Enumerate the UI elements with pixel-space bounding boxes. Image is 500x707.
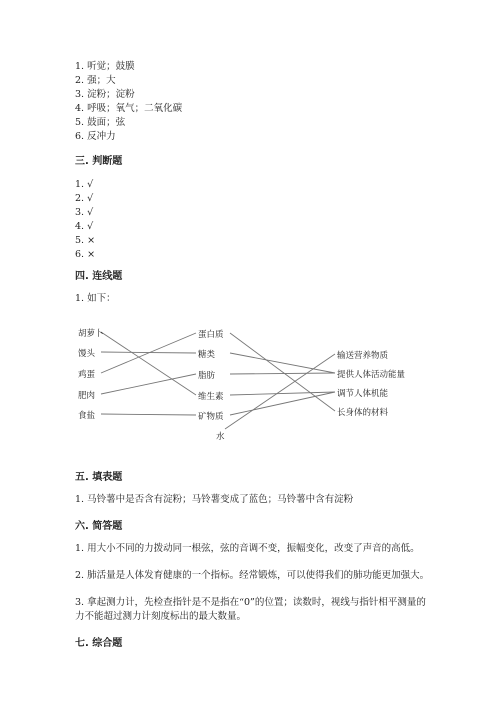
right-item: 调节人体机能 — [337, 389, 389, 399]
short-answer-3: 3. 拿起测力计，先检查指针是不是指在“0”的位置；读数时，视线与指针相平测量的力不能超过测力计刻度标出的最大数量。 — [75, 597, 426, 622]
answer-line: 2. 强；大 — [75, 75, 116, 86]
section-title-comprehensive: 七. 综合题 — [75, 638, 123, 649]
answer-line: 5. 鼓面；弦 — [75, 117, 126, 128]
middle-item: 脂肪 — [198, 371, 216, 381]
left-item: 胡萝卜 — [78, 329, 104, 339]
answer-line: 2. √ — [75, 193, 94, 204]
right-item: 提供人体活动能量 — [337, 370, 406, 380]
middle-item: 矿物质 — [198, 412, 224, 422]
answer-line: 5. × — [75, 235, 96, 246]
answer-line: 3. √ — [75, 207, 94, 218]
middle-item: 蛋白质 — [198, 330, 224, 340]
short-answer-2: 2. 肺活量是人体发育健康的一个指标。经常锻炼，可以使得我们的肺功能更加强大。 — [75, 570, 430, 581]
left-item: 鸡蛋 — [78, 370, 96, 380]
left-item: 肥肉 — [78, 391, 96, 401]
link-line — [230, 392, 335, 395]
answer-line: 6. × — [75, 249, 96, 260]
answer-line: 3. 淀粉；淀粉 — [75, 89, 135, 100]
link-line — [230, 373, 335, 374]
right-item: 输送营养物质 — [337, 351, 389, 361]
link-line — [230, 353, 335, 373]
section-title-judgement: 三. 判断题 — [75, 156, 123, 167]
left-item: 食盐 — [78, 411, 96, 421]
answer-line: 4. 呼吸；氧气；二氧化碳 — [75, 103, 183, 114]
right-item: 长身体的材料 — [337, 408, 389, 418]
middle-item: 糖类 — [198, 350, 216, 360]
answer-line: 1. √ — [75, 179, 94, 190]
answer-line: 6. 反冲力 — [75, 131, 116, 142]
answer-line: 4. √ — [75, 221, 94, 232]
link-line — [230, 392, 335, 415]
section-title-table: 五. 填表题 — [75, 472, 123, 483]
link-line — [225, 354, 335, 429]
table-answer: 1. 马铃薯中是否含有淀粉；马铃薯变成了蓝色；马铃薯中含有淀粉 — [75, 494, 354, 505]
section-title-matching: 四. 连线题 — [75, 271, 123, 282]
short-answer-1: 1. 用大小不同的力拨动同一根弦，弦的音调不变，振幅变化，改变了声音的高低。 — [75, 543, 420, 554]
link-line — [230, 333, 335, 411]
link-line — [101, 332, 196, 395]
link-line — [101, 414, 196, 415]
answer-line: 1. 听觉；鼓膜 — [75, 61, 135, 72]
middle-item: 水 — [216, 432, 225, 442]
middle-item: 维生素 — [198, 392, 224, 402]
link-line — [101, 374, 196, 394]
section-title-short-answer: 六. 简答题 — [75, 521, 123, 532]
matching-intro: 1. 如下： — [75, 293, 116, 304]
left-item: 馒头 — [78, 349, 96, 359]
